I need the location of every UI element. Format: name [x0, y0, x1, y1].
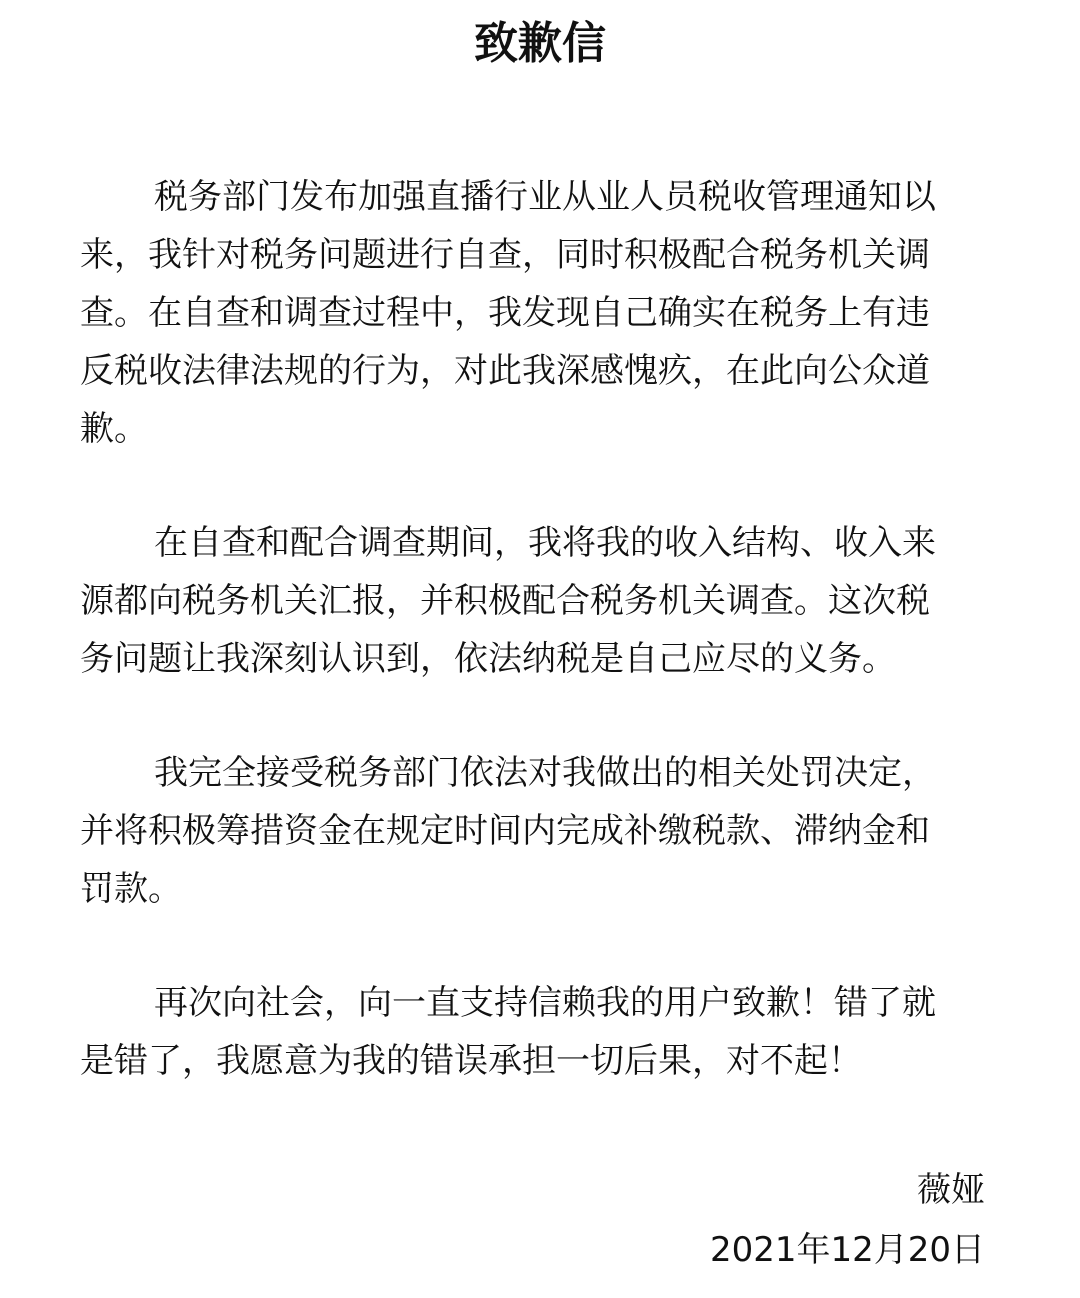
paragraph-1	[80, 168, 992, 458]
paragraph-line: 税务部门发布加强直播行业从业人员税收管理通知以	[154, 177, 936, 217]
letter-title: 致歉信	[474, 18, 606, 69]
paragraph-line: 来，我针对税务问题进行自查，同时积极配合税务机关调	[80, 235, 930, 275]
paragraph-line: 歉。	[80, 409, 148, 449]
signature-block	[710, 1160, 985, 1280]
signature-date: 2021年12月20日	[709, 1230, 985, 1270]
paragraph-line: 我完全接受税务部门依法对我做出的相关处罚决定，	[154, 753, 936, 793]
paragraph-4	[80, 974, 992, 1090]
paragraph-line: 罚款。	[80, 869, 182, 909]
paragraph-line: 反税收法律法规的行为，对此我深感愧疚，在此向公众道	[80, 351, 930, 391]
paragraph-3	[80, 744, 992, 918]
signature-name: 薇娅	[917, 1170, 985, 1210]
letter-body	[80, 168, 992, 1146]
paragraph-line: 在自查和配合调查期间，我将我的收入结构、收入来	[154, 523, 936, 563]
paragraph-line: 查。在自查和调查过程中，我发现自己确实在税务上有违	[80, 293, 930, 333]
paragraph-line: 再次向社会，向一直支持信赖我的用户致歉！错了就	[154, 983, 936, 1023]
paragraph-line: 源都向税务机关汇报，并积极配合税务机关调查。这次税	[80, 581, 930, 621]
paragraph-2	[80, 514, 992, 688]
paragraph-line: 务问题让我深刻认识到，依法纳税是自己应尽的义务。	[80, 639, 896, 679]
paragraph-line: 并将积极筹措资金在规定时间内完成补缴税款、滞纳金和	[80, 811, 930, 851]
paragraph-line: 是错了，我愿意为我的错误承担一切后果，对不起！	[80, 1041, 862, 1081]
